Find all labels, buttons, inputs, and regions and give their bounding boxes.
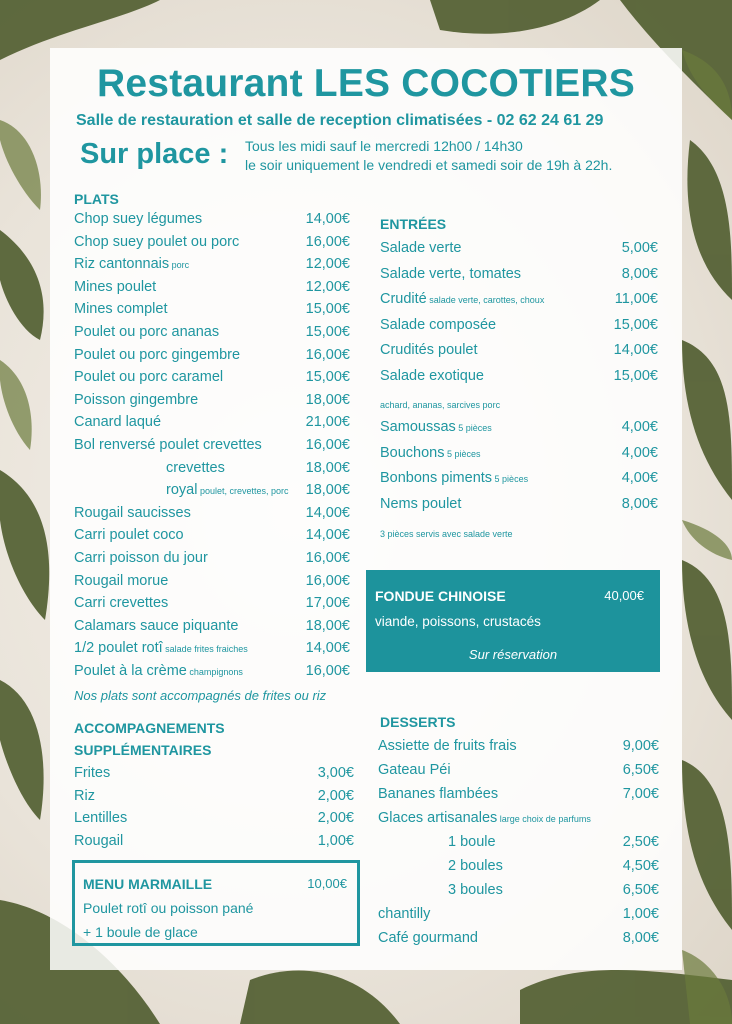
item-name: Poulet à la crème champignons [74, 663, 243, 679]
entree-row [380, 419, 658, 441]
item-name: Riz [74, 787, 95, 804]
opening-hours-soir: le soir uniquement le vendredi et samedi soir de 19h à 22h. [245, 157, 613, 173]
item-price: 18,00€ [305, 391, 350, 408]
sur-place-label: Sur place : [80, 138, 229, 170]
fondue-title: FONDUE CHINOISE [375, 588, 506, 604]
nems-note: 3 pièces servis avec salade verte [380, 529, 513, 539]
item-name: Café gourmand [378, 930, 478, 946]
plat-row [74, 505, 350, 527]
item-name: Bananes flambées [378, 786, 499, 802]
item-price: 3,00€ [317, 765, 354, 781]
item-name: Salade verte [380, 240, 462, 256]
item-name: Samoussas 5 pièces [380, 419, 492, 435]
item-price: 7,00€ [622, 786, 659, 802]
item-price: 8,00€ [621, 495, 658, 512]
item-name: Chop suey poulet ou porc [74, 233, 240, 250]
item-name: chantilly [378, 906, 431, 922]
item-name: Mines complet [74, 301, 168, 318]
item-name: Salade verte, tomates [380, 265, 522, 282]
item-name: Crudités poulet [380, 342, 478, 358]
item-price: 2,50€ [622, 834, 659, 850]
item-price: 8,00€ [621, 265, 658, 282]
item-price: 14,00€ [305, 211, 350, 227]
item-price: 17,00€ [305, 595, 350, 612]
item-name: Carri crevettes [74, 595, 169, 612]
item-name: Poisson gingembre [74, 391, 199, 408]
plat-row [74, 324, 350, 346]
menu-marmaille-line2: + 1 boule de glace [83, 924, 198, 940]
item-name: Crudité salade verte, carottes, choux [380, 291, 545, 307]
accompagnement-row [74, 833, 354, 855]
plat-row [74, 369, 350, 391]
dessert-row [448, 834, 659, 856]
menu-marmaille-price: 10,00€ [307, 876, 347, 891]
item-name: Nems poulet [380, 495, 462, 512]
item-note: salade verte, carottes, choux [426, 295, 545, 305]
item-price: 6,50€ [622, 762, 659, 778]
item-price: 14,00€ [305, 640, 350, 657]
item-price: 15,00€ [613, 316, 658, 333]
accompagnements-heading: ACCOMPAGNEMENTS [74, 720, 225, 736]
dessert-row [378, 762, 659, 784]
item-price: 16,00€ [305, 572, 350, 589]
item-price: 15,00€ [305, 369, 350, 386]
item-price: 2,00€ [317, 810, 354, 827]
item-name: Poulet ou porc ananas [74, 324, 220, 340]
item-price: 18,00€ [305, 482, 350, 499]
subtitle-phone: Salle de restauration et salle de reception climatisées - 02 62 24 61 29 [76, 112, 604, 129]
plat-row [74, 301, 350, 323]
plat-row [74, 527, 350, 549]
entree-row [380, 342, 658, 364]
item-price: 12,00€ [305, 278, 350, 295]
item-name: Rougail [74, 832, 124, 849]
item-name: Salade composée [380, 316, 497, 333]
item-price: 15,00€ [305, 301, 350, 318]
item-price: 15,00€ [305, 324, 350, 340]
item-name: Mines poulet [74, 278, 157, 295]
fondue-price: 40,00€ [604, 588, 644, 603]
plat-row [74, 279, 350, 301]
opening-hours-midi: Tous les midi sauf le mercredi 12h00 / 14h30 [245, 138, 523, 154]
item-note: large choix de parfums [497, 814, 591, 824]
item-name: Bouchons 5 pièces [380, 444, 481, 461]
item-price: 16,00€ [305, 437, 350, 453]
item-name: 1/2 poulet rotî salade frites fraiches [74, 640, 248, 657]
item-name: Glaces artisanales large choix de parfums [378, 810, 591, 826]
dessert-row [378, 786, 659, 808]
item-price: 11,00€ [614, 291, 658, 307]
plat-row [74, 663, 350, 685]
dessert-row [448, 858, 659, 880]
fondue-reservation: Sur réservation [468, 647, 558, 662]
item-note: porc [169, 260, 190, 271]
item-name: Bonbons piments 5 pièces [380, 470, 529, 486]
item-name: crevettes [166, 459, 225, 476]
item-price: 14,00€ [305, 504, 350, 521]
item-name: 1 boule [448, 834, 496, 850]
plat-row [74, 437, 350, 459]
plat-row [74, 618, 350, 640]
item-note: 5 pièces [444, 448, 481, 459]
plat-row [166, 482, 350, 504]
plat-row [166, 460, 350, 482]
plat-row [74, 573, 350, 595]
plat-row [74, 414, 350, 436]
item-name: Carri poisson du jour [74, 550, 208, 566]
item-name: Calamars sauce piquante [74, 617, 239, 634]
dessert-row [378, 810, 659, 832]
item-name: Gateau Péi [378, 762, 451, 778]
accompagnement-row [74, 765, 354, 787]
fondue-description: viande, poissons, crustacés [375, 614, 541, 629]
item-note: champignons [186, 667, 243, 677]
item-name: Poulet ou porc caramel [74, 369, 224, 386]
plat-row [74, 550, 350, 572]
plat-row [74, 347, 350, 369]
dessert-row [448, 882, 659, 904]
menu-marmaille-title: MENU MARMAILLE [83, 876, 213, 892]
menu-marmaille-line1: Poulet rotî ou poisson pané [83, 900, 254, 916]
item-price: 8,00€ [622, 930, 659, 946]
plat-row [74, 256, 350, 278]
item-name: Lentilles [74, 810, 128, 827]
item-name: Frites [74, 765, 111, 781]
plat-row [74, 234, 350, 256]
entree-row [380, 445, 658, 467]
item-name: royal poulet, crevettes, porc [166, 482, 289, 499]
item-name: Poulet ou porc gingembre [74, 346, 241, 363]
item-price: 16,00€ [305, 346, 350, 363]
item-name: Rougail saucisses [74, 504, 191, 521]
supplementaires-heading: SUPPLÉMENTAIRES [74, 742, 212, 758]
entree-row [380, 496, 658, 518]
item-price: 4,50€ [622, 858, 659, 874]
desserts-heading: DESSERTS [380, 714, 456, 730]
item-name: Salade exotique [380, 367, 484, 384]
plat-row [74, 211, 350, 233]
item-name: Canard laqué [74, 414, 162, 431]
salade-exotique-note: achard, ananas, sarcives porc [380, 400, 501, 410]
entree-row [380, 266, 658, 288]
accompagnement-row [74, 810, 354, 832]
item-price: 4,00€ [621, 444, 658, 461]
item-note: 5 pièces [492, 474, 529, 484]
item-price: 6,50€ [622, 882, 659, 898]
item-price: 16,00€ [305, 550, 350, 566]
entree-row [380, 368, 658, 390]
item-note: 5 pièces [455, 423, 492, 433]
plats-footnote: Nos plats sont accompagnés de frites ou riz [74, 688, 327, 703]
plat-row [74, 392, 350, 414]
item-price: 2,00€ [317, 787, 354, 804]
item-price: 12,00€ [305, 256, 350, 273]
item-note: poulet, crevettes, porc [197, 486, 289, 497]
item-price: 4,00€ [621, 470, 658, 486]
item-price: 15,00€ [613, 367, 658, 384]
plats-heading: PLATS [74, 191, 119, 207]
item-price: 9,00€ [622, 738, 659, 754]
dessert-row [378, 906, 659, 928]
item-name: Carri poulet coco [74, 527, 184, 544]
item-price: 4,00€ [621, 419, 658, 435]
entrees-heading: ENTRÉES [380, 216, 447, 232]
item-price: 1,00€ [317, 832, 354, 849]
menu-marmaille-box [72, 860, 360, 946]
item-price: 16,00€ [305, 663, 350, 679]
item-price: 14,00€ [305, 527, 350, 544]
item-price: 18,00€ [305, 459, 350, 476]
item-price: 5,00€ [621, 240, 658, 256]
restaurant-title: Restaurant LES COCOTIERS [97, 62, 635, 105]
plat-row [74, 640, 350, 662]
fondue-chinoise-box [366, 570, 660, 672]
item-name: 3 boules [448, 882, 503, 898]
entree-row [380, 240, 658, 262]
item-name: 2 boules [448, 858, 503, 874]
entree-row [380, 317, 658, 339]
dessert-row [378, 930, 659, 952]
item-name: Assiette de fruits frais [378, 738, 517, 754]
item-price: 21,00€ [305, 414, 350, 431]
entree-row [380, 470, 658, 492]
item-price: 14,00€ [613, 342, 658, 358]
item-name: Riz cantonnais porc [74, 256, 190, 273]
item-name: Chop suey légumes [74, 211, 203, 227]
item-price: 16,00€ [305, 233, 350, 250]
plat-row [74, 595, 350, 617]
item-price: 1,00€ [622, 906, 659, 922]
item-name: Bol renversé poulet crevettes [74, 437, 262, 453]
item-name: Rougail morue [74, 572, 169, 589]
dessert-row [378, 738, 659, 760]
accompagnement-row [74, 788, 354, 810]
item-price: 18,00€ [305, 617, 350, 634]
item-note: salade frites fraiches [162, 644, 248, 655]
entree-row [380, 291, 658, 313]
